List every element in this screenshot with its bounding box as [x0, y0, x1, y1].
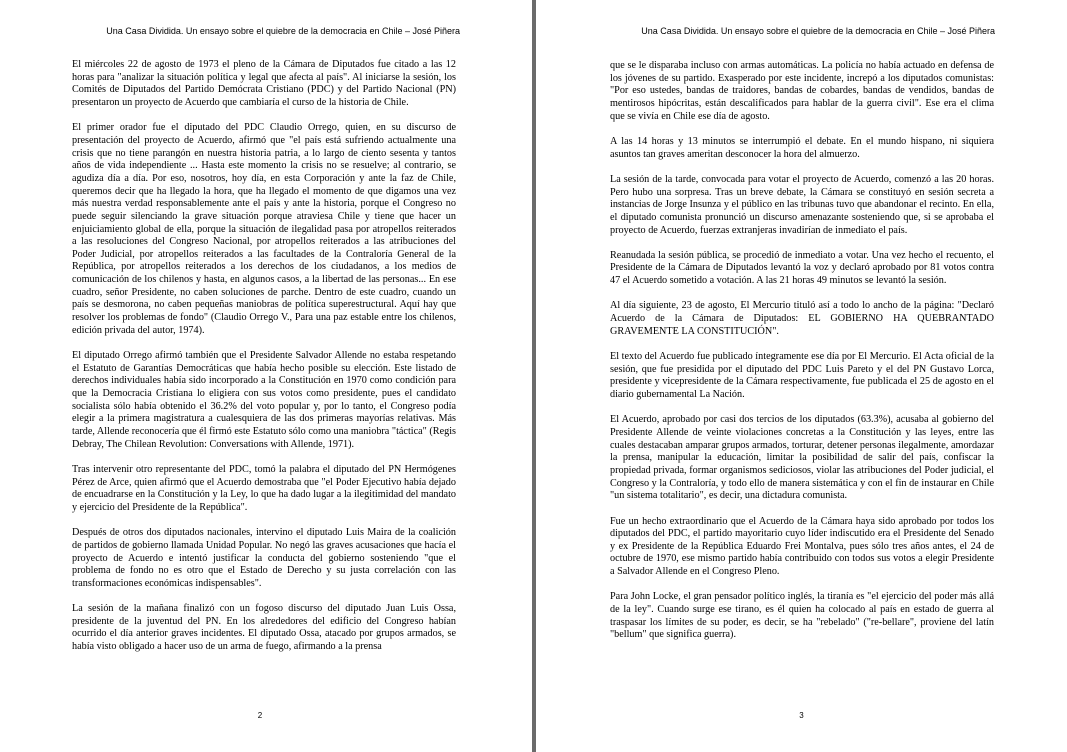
paragraph: La sesión de la mañana finalizó con un fogoso discurso del diputado Juan Luis Ossa, presidente de la juventud del PN. En los alrededores del edificio del Congreso habían ocurrido el día anterior graves incidentes. El diputado Ossa, atacado por grupos armados, se había visto obligado a hacer uso de un arma de fuego, afirmando a la prensa	[72, 603, 456, 653]
paragraph: Para John Locke, el gran pensador político inglés, la tiranía es "el ejercicio del poder más allá de la ley". Cuando surge ese tirano, es él quien ha colocado al país en estado de guerra al traspasar los límites de su poder, es decir, se ha "rebelado" ("re-bellare", proviene del latín "bellum" que significa guerra).	[610, 591, 994, 641]
paragraph: Fue un hecho extraordinario que el Acuerdo de la Cámara haya sido aprobado por todos los diputados del PDC, el partido mayoritario cuyo líder indiscutido era el Presidente del Senado y ex Presidente de la República Eduardo Frei Montalva, pues sólo tres años antes, el 24 de octubre de 1970, ese mismo partido había contribuido con todos sus votos a elegir Presidente a Salvador Allende en el Congreso Pleno.	[610, 515, 994, 578]
paragraph: La sesión de la tarde, convocada para votar el proyecto de Acuerdo, comenzó a las 20 horas. Pero hubo una sorpresa. Tras un breve debate, la Cámara se constituyó en sesión secreta a instancias de Jorge Insunza y el público en las tribunas tuvo que abandonar el recinto. En ella, el diputado comunista pronunció un discurso amenazante sosteniendo que, si se aprobaba el proyecto de Acuerdo, fuerzas extranjeras invadirían de inmediato el país.	[610, 173, 994, 236]
page-3	[536, 0, 1067, 752]
paragraph: El diputado Orrego afirmó también que el Presidente Salvador Allende no estaba respetando el Estatuto de Garantías Democráticas que había hecho posible su elección. Este listado de derechos individuales había sido incorporado a la Constitución en 1970 como condición para que la Democracia Cristiana lo eligiera con sus votos como presidente, pues el candidato socialista sólo había obtenido el 36.2% del voto popular y, por lo tanto, el Congreso podía elegir a la primera magistratura a cualesquiera de las dos primeras mayorías relativas. Más tarde, Allende reconocería que él firmó este Estatuto sólo como una maniobra "táctica" (Regis Debray, The Chilean Revolution: Conversations with Allende, 1971).	[72, 350, 456, 450]
paragraph: Reanudada la sesión pública, se procedió de inmediato a votar. Una vez hecho el recuento, el Presidente de la Cámara de Diputados levantó la voz y declaró aprobado por 81 votos contra 47 el Acuerdo sometido a votación. A las 21 horas 49 minutos se levantó la sesión.	[610, 249, 994, 287]
page-body	[72, 59, 456, 666]
paragraph: El miércoles 22 de agosto de 1973 el pleno de la Cámara de Diputados fue citado a las 12 horas para "analizar la situación política y legal que afecta al país". Al iniciarse la sesión, los Comités de Diputados del Partido Demócrata Cristiano (PDC) y del Partido Nacional (PN) presentaron un proyecto de Acuerdo que cambiaría el curso de la historia de Chile.	[72, 59, 456, 108]
page-2	[0, 0, 532, 752]
paragraph: El texto del Acuerdo fue publicado íntegramente ese día por El Mercurio. El Acta oficial de la sesión, que fue presidida por el diputado del PDC Luis Pareto y el del PN Gustavo Lorca, presidente y vicepresidente de la Cámara respectivamente, fue publicada el 25 de agosto en el diario gubernamental La Nación.	[610, 351, 994, 400]
running-header: Una Casa Dividida. Un ensayo sobre el quiebre de la democracia en Chile – José Piñera	[106, 26, 460, 36]
paragraph: Al día siguiente, 23 de agosto, El Mercurio tituló así a todo lo ancho de la página: "Declaró Acuerdo de la Cámara de Diputados: EL GOBIERNO HA QUEBRANTADO GRAVEMENTE LA CONSTITUCIÓN".	[610, 300, 994, 337]
running-header: Una Casa Dividida. Un ensayo sobre el quiebre de la democracia en Chile – José Piñera	[641, 26, 995, 36]
paragraph: Tras intervenir otro representante del PDC, tomó la palabra el diputado del PN Hermógenes Pérez de Arce, quien afirmó que el Acuerdo demostraba que "el Poder Ejecutivo había dejado de encuadrarse en la Constitución y la Ley, lo que ha dado lugar a la ilegitimidad del mandato y ejercicio del Presidente de la República".	[72, 463, 456, 513]
paragraph: El primer orador fue el diputado del PDC Claudio Orrego, quien, en su discurso de presentación del proyecto de Acuerdo, afirmó que "el país está sufriendo actualmente una crisis que no tiene parangón en nuestra historia patria, a lo largo de ciento sesenta y tantos años de vida independiente ... Hasta este momento la crisis no se resuelve; al contrario, se agudiza día a día. Por eso, nosotros, hoy día, en esta Corporación y ante la faz de Chile, queremos decir que ha llegado la hora, que ha llegado el momento de que digamos una vez más nuestra verdad responsablemente ante el país y ante la historia, porque el Congreso no puede seguir silenciando la grave situación porque atraviesa Chile y tiene que hacer un enjuiciamiento global de ella, porque la situación de ilegalidad pasa por atropellos reiterados a las resoluciones del Congreso Nacional, por atropellos reiterados a las atribuciones del Poder Judicial, por atropellos reiterados a las facultades de la Contraloría General de la República, por atropellos reiterados a los derechos de los ciudadanos, a los medios de comunicación de los chilenos y hasta, en algunos casos, a la libertad de las personas... En ese cuadro, señor Presidente, no caben soluciones de parche. Dentro de este cuadro, cuando un país se desmorona, no caben pequeñas maniobras de política superestructural. Aquí hay que resolver los problemas de fondo" (Claudio Orrego V., Para una paz estable entre los chilenos, edición privada del autor, 1974).	[72, 122, 456, 336]
page-number: 3	[799, 711, 804, 720]
paragraph: que se le disparaba incluso con armas automáticas. La policía no había actuado en defensa de los jóvenes de su partido. Exasperado por este incidente, increpó a los diputados comunistas: "Por eso ustedes, bandas de traidores, bandas de cobardes, bandas de vendidos, bandas de mentirosos hipócritas, están descalificados para hablar de la guerra civil". Ese era el clima que se vivía en Chile ese día de agosto.	[610, 60, 994, 122]
paragraph: El Acuerdo, aprobado por casi dos tercios de los diputados (63.3%), acusaba al gobierno del Presidente Allende de veinte violaciones concretas a la Constitución y las leyes, entre las cuales destacaban amparar grupos armados, torturar, detener personas ilegalmente, amordazar la prensa, manipular la educación, limitar la posibilidad de salir del país, confiscar la propiedad privada, formar organismos sediciosos, violar las atribuciones del Poder judicial, el Congreso y la Contraloría, y todo ello de manera sistemática y con el fin de instaurar en Chile "un sistema totalitario", es decir, una dictadura comunista.	[610, 414, 994, 502]
paragraph: Después de otros dos diputados nacionales, intervino el diputado Luis Maira de la coalición de partidos de gobierno llamada Unidad Popular. No negó las graves acusaciones que hacía el proyecto de Acuerdo e intentó justificar la conducta del gobierno sosteniendo "que el problema de fondo no es otro que el Estado de Derecho y su justa correlación con las transformaciones económicas indispensables".	[72, 527, 456, 589]
page-number: 2	[257, 711, 263, 720]
page-body	[610, 60, 994, 655]
paragraph: A las 14 horas y 13 minutos se interrumpió el debate. En el mundo hispano, ni siquiera asuntos tan graves ameritan desconocer la hora del almuerzo.	[610, 135, 994, 160]
